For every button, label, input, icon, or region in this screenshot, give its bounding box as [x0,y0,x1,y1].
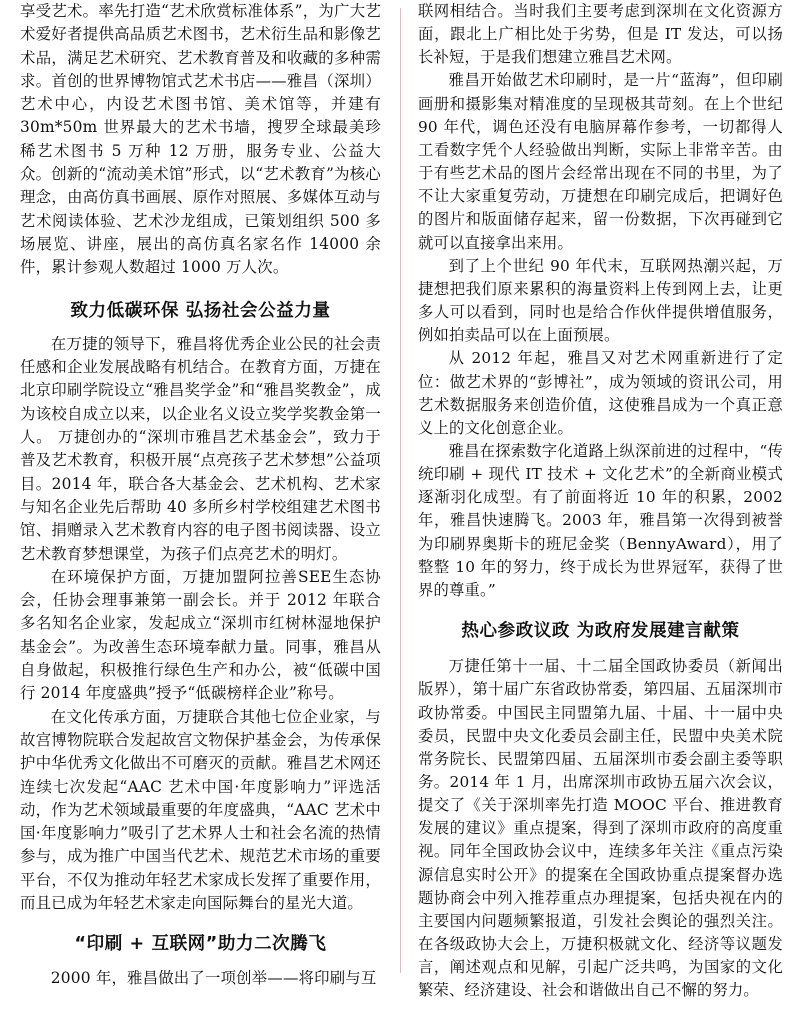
paragraph: 到了上个世纪 90 年代末，互联网热潮兴起，万捷想把我们原来累积的海量资料上传到网上去，让更多人可以看到，同时也是给合作伙伴提供增值服务，例如拍卖品可以在上面预展。 [418,256,783,345]
left-column [20,0,381,990]
paragraph: 2000 年，雅昌做出了一项创举——将印刷与互 [50,968,377,987]
paragraph: 在文化传承方面，万捷联合其他七位企业家，与故宫博物院联合发起故宫文物保护基金会，为传承保护中华优秀文化做出不可磨灭的贡献。雅昌艺术网还连续七次发起“AAC 艺术中国·年度影响力”评选活动，作为艺术领域最重要的年度盛典，“AAC 艺术中国·年度影响力”吸引了艺术界人士和社会名流的热情参与，成为推广中国当代艺术、规范艺术市场的重要平台，不仅为推动年轻艺术家成长发挥了重要作用，而且已成为年轻艺术家走向国际舞台的星光大道。 [20,707,381,912]
paragraph: 在万捷的领导下，雅昌将优秀企业公民的社会责任感和企业发展战略有机结合。在教育方面，万捷在北京印刷学院设立“雅昌奖学金”和“雅昌奖教金”，成为该校自成立以来，以企业名义设立奖学奖教金第一人。 万捷创办的“深圳市雅昌艺术基金会”，致力于普及艺术教育，积极开展“点亮孩子艺术梦想”公益项目。2014 年，联合各大基金会、艺术机构、艺术家与知名企业先后帮助 40 多所乡村学校组建艺术图书馆、捐赠录入艺术教育内容的电子图书阅读器、设立艺术教育梦想课堂，为孩子们点亮艺术的明灯。 [20,334,381,563]
section-heading-print-internet: “印刷 + 互联网”助力二次腾飞 [74,934,327,955]
column-divider [400,8,401,973]
paragraph: 雅昌在探索数字化道路上纵深前进的过程中，“传统印刷 + 现代 IT 技术 + 文化艺术”的全新商业模式逐渐羽化成型。有了前面将近 10 年的积累，2002 年，雅昌快速腾飞。2003 年，雅昌第一次得到被誉为印刷界奥斯卡的班尼金奖（BennyAward），用了整整 10 年的努力，终于成长为世界冠军，获得了世界的尊重。” [418,441,783,599]
paragraph: 雅昌开始做艺术印刷时，是一片“蓝海”，但印刷画册和摄影集对精准度的呈现极其苛刻。在上个世纪 90 年代，调色还没有电脑屏幕作参考，一切都得人工看数字凭个人经验做出判断，实际上非常辛苦。由于有些艺术品的图片会经常出现在不同的书里，为了不让大家重复劳动，万捷想在印刷完成后，把调好色的图片和版面储存起来，留一份数据，下次再碰到它就可以直接拿出来用。 [418,71,783,252]
paragraph: 联网相结合。当时我们主要考虑到深圳在文化资源方面，跟北上广相比处于劣势，但是 IT 发达，可以扬长补短，于是我们想建立雅昌艺术网。 [418,2,783,67]
section-heading-politics: 热心参政议政 为政府发展建言献策 [461,621,740,642]
paragraph: 万捷任第十一届、十二届全国政协委员（新闻出版界），第十届广东省政协常委，第四届、五届深圳市政协常委。中国民主同盟第九届、十届、十一届中央委员，民盟中央文化委员会副主任，民盟中央美术院常务院长、民盟第四届、五届深圳市委会副主委等职务。2014 年 1 月，出席深圳市政协五届六次会议，提交了《关于深圳率先打造 MOOC 平台、推进教育发展的建议》重点提案，得到了深圳市政府的高度重视。同年全国政协会议中，连续多年关注《重点污染源信息实时公开》的提案在全国政协重点提案督办选题协商会中列入推荐重点办理提案，包括央视在内的主要国内问题频繁报道，引发社会舆论的强烈关注。在各级政协大会上，万捷积极就文化、经济等议题发言，阐述观点和见解，引起广泛共鸣，为国家的文化繁荣、经济建设、社会和谐做出自己不懈的努力。 [418,657,783,1000]
paragraph: 在环境保护方面，万捷加盟阿拉善SEE生态协会，任协会理事兼第一副会长。并于 2012 年联合多名知名企业家，发起成立“深圳市红树林湿地保护基金会”。为改善生态环境奉献力量。同事，雅昌从自身做起，积极推行绿色生产和办公，被“低碳中国行 2014 年度盛典”授予“低碳榜样企业”称号。 [20,567,381,703]
paragraph: 享受艺术。率先打造“艺术欣赏标准体系”，为广大艺术爱好者提供高品质艺术图书，艺术衍生品和影像艺术品，满足艺术研究、艺术教育普及和收藏的多种需求。首创的世界博物馆式艺术书店——雅昌（深圳）艺术中心，内设艺术图书馆、美术馆等，并建有 30m*50m 世界最大的艺术书墙，搜罗全球最美珍稀艺术图书 5 万种 12 万册，服务专业、公益大众。创新的“流动美术馆”形式，以“艺术教育”为核心理念，由高仿真书画展、原作对照展、多媒体互动与艺术阅读体验、艺术沙龙组成，已策划组织 500 多场展览、讲座，展出的高仿真名家名作 14000 余件，累计参观人数超过 1000 万人次。 [20,2,381,277]
paragraph: 从 2012 年起，雅昌又对艺术网重新进行了定位：做艺术界的“彭博社”，成为领域的资讯公司，用艺术数据服务来创造价值，这使雅昌成为一个真正意义上的文化创意企业。 [418,349,783,437]
section-heading-low-carbon: 致力低碳环保 弘扬社会公益力量 [70,300,331,321]
right-column [418,0,783,1003]
